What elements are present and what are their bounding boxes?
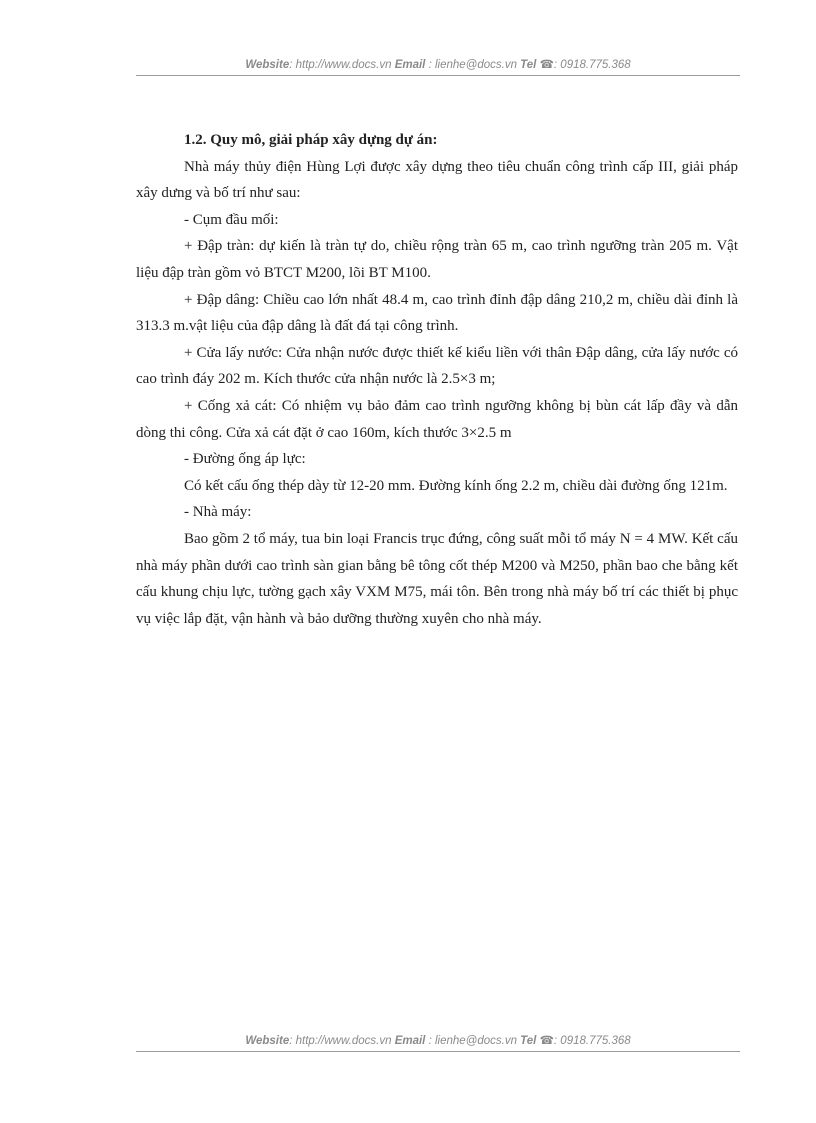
footer-website-label: Website (245, 1035, 290, 1047)
paragraph: - Nhà máy: (184, 504, 252, 521)
page-footer (136, 1034, 740, 1048)
paragraph: Bao gồm 2 tổ máy, tua bin loại Francis trục đứng, công suất mỗi tổ máy N = 4 MW. Kết cấu nhà máy phần dưới cao trình sàn gian bằng bê tông cốt thép M200 và M250, phần bao che bằng kết cấu khung chịu lực, tường gạch xây VXM M75, mái tôn. Bên trong nhà máy bố trí các thiết bị phục vụ việc lắp đặt, vận hành và bảo dưỡng thường xuyên cho nhà máy. (136, 530, 738, 627)
header-email-link[interactable]: : lienhe@docs.vn (428, 59, 517, 71)
phone-icon: ☎ (539, 1035, 554, 1047)
footer-tel-label: Tel (520, 1035, 537, 1047)
footer-email-label: Email (394, 1035, 426, 1047)
header-divider (136, 75, 740, 76)
paragraph: Có kết cấu ống thép dày từ 12-20 mm. Đường kính ống 2.2 m, chiều dài đường ống 121m. (184, 477, 728, 494)
footer-tel-value: : 0918.775.368 (553, 1035, 631, 1047)
paragraph: Nhà máy thủy điện Hùng Lợi được xây dựng theo tiêu chuẩn công trình cấp III, giải pháp xây dưng và bố trí như sau: (136, 158, 738, 202)
paragraph: - Đường ống áp lực: (184, 451, 306, 468)
paragraph: + Cửa lấy nước: Cửa nhận nước được thiết kế kiểu liền với thân Đập dâng, cửa lấy nước có cao trình đáy 202 m. Kích thước cửa nhận nước là 2.5×3 m; (136, 344, 738, 388)
footer-divider (136, 1051, 740, 1052)
paragraph: + Đập dâng: Chiều cao lớn nhất 48.4 m, cao trình đỉnh đập dâng 210,2 m, chiều dài đỉnh là 313.3 m.vật liệu của đập dâng là đất đá tại công trình. (136, 291, 738, 335)
paragraph: + Đập tràn: dự kiến là tràn tự do, chiều rộng tràn 65 m, cao trình ngưỡng tràn 205 m. Vật liệu đập tràn gồm vỏ BTCT M200, lõi BT M100. (136, 238, 738, 281)
header-tel-label: Tel (520, 59, 537, 71)
footer-website-link[interactable]: : http://www.docs.vn (289, 1035, 392, 1047)
page-header (136, 58, 740, 72)
document-body (136, 127, 738, 632)
section-heading: 1.2. Quy mô, giải pháp xây dựng dự án: (184, 132, 438, 148)
header-email-label: Email (394, 59, 426, 71)
paragraph: + Cống xả cát: Có nhiệm vụ bảo đảm cao trình ngưỡng không bị bùn cát lấp đầy và dẫn dòng thi công. Cửa xả cát đặt ở cao 160m, kích thước 3×2.5 m (136, 397, 738, 441)
paragraph: - Cụm đầu mối: (184, 211, 279, 228)
phone-icon: ☎ (539, 59, 554, 71)
footer-email-link[interactable]: : lienhe@docs.vn (428, 1035, 517, 1047)
header-website-label: Website (245, 59, 290, 71)
header-website-link[interactable]: : http://www.docs.vn (289, 59, 392, 71)
header-tel-value: : 0918.775.368 (553, 59, 631, 71)
